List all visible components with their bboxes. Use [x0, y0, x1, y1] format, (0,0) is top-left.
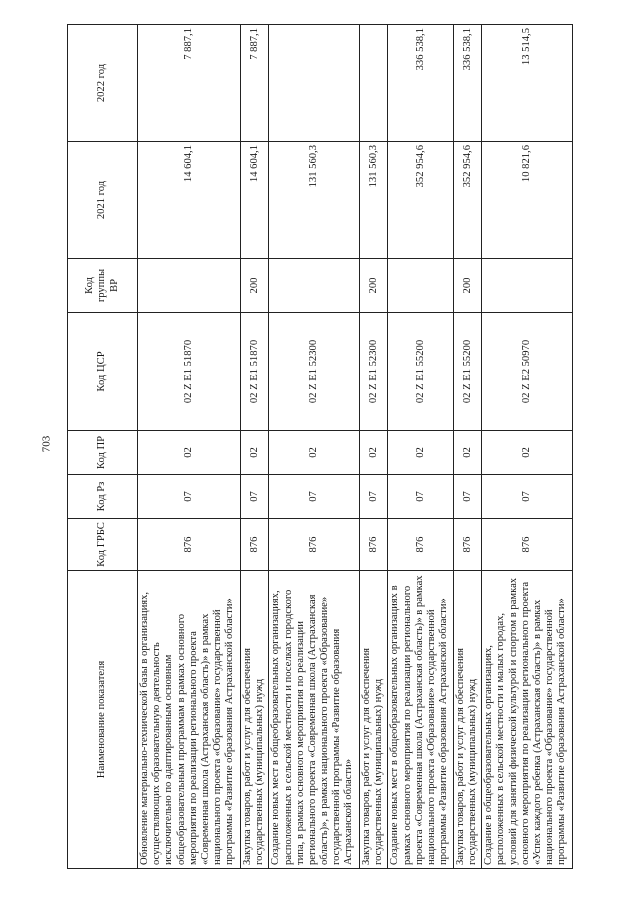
row-vr: 200	[241, 259, 269, 313]
row-grbs: 876	[360, 519, 388, 571]
table-row	[241, 25, 269, 869]
row-vr: 200	[360, 259, 388, 313]
row-pr: 02	[241, 431, 269, 475]
row-rz: 07	[482, 475, 573, 519]
row-vr	[138, 259, 241, 313]
row-grbs: 876	[388, 519, 454, 571]
row-2021: 14 604,1	[241, 142, 269, 259]
row-pr: 02	[482, 431, 573, 475]
row-vr	[388, 259, 454, 313]
row-2021: 131 560,3	[269, 142, 360, 259]
row-2022: 7 887,1	[241, 25, 269, 142]
row-grbs: 876	[269, 519, 360, 571]
header-rz: Код Рз	[68, 475, 138, 519]
header-vr: Код группы ВР	[68, 259, 138, 313]
row-2021: 352 954,6	[388, 142, 454, 259]
row-grbs: 876	[241, 519, 269, 571]
header-name: Наименование показателя	[68, 571, 138, 869]
row-vr	[482, 259, 573, 313]
row-pr: 02	[269, 431, 360, 475]
row-2021: 352 954,6	[454, 142, 482, 259]
page-number: 703	[40, 435, 53, 453]
header-csr: Код ЦСР	[68, 313, 138, 431]
row-name: Создание новых мест в общеобразовательных организациях, расположенных в сельской местности и поселках городского типа, в рамках основного мероприятия по реализации регионального проекта «Современная школа (Астраханская область)», в рамках национального проекта «Образование» государственной программы «Развитие образования Астраханской области»	[269, 571, 360, 869]
row-name: Создание новых мест в общеобразовательных организациях в рамках основного мероприятия по реализации регионального проекта «Современная школа (Астраханская область)» в рамках национального проекта «Образование» государственной программы «Развитие образования Астраханской области»	[388, 571, 454, 869]
row-rz: 07	[388, 475, 454, 519]
row-csr: 02 Z E1 55200	[454, 313, 482, 431]
row-csr: 02 Z E1 51870	[138, 313, 241, 431]
header-grbs: Код ГРБС	[68, 519, 138, 571]
row-name: Закупка товаров, работ и услуг для обеспечения государственных (муниципальных) нужд	[454, 571, 482, 869]
row-rz: 07	[360, 475, 388, 519]
row-name: Создание в общеобразовательных организациях, расположенных в сельской местности и малых городах, условий для занятий физической культурой и спортом в рамках основного мероприятия по реализации регионального проекта «Успех каждого ребенка (Астраханская область)» в рамках национального проекта «Образование» государственной программы «Развитие образования Астраханской области»	[482, 571, 573, 869]
row-pr: 02	[360, 431, 388, 475]
row-rz: 07	[454, 475, 482, 519]
row-vr	[269, 259, 360, 313]
table-row	[269, 25, 360, 869]
row-2022: 7 887,1	[138, 25, 241, 142]
budget-table	[67, 24, 573, 869]
row-grbs: 876	[138, 519, 241, 571]
row-pr: 02	[454, 431, 482, 475]
row-csr: 02 Z E2 50970	[482, 313, 573, 431]
table-header-row	[68, 25, 138, 869]
row-csr: 02 Z E1 55200	[388, 313, 454, 431]
row-2022: 336 538,1	[454, 25, 482, 142]
table-row	[454, 25, 482, 869]
row-2022	[360, 25, 388, 142]
table-row	[482, 25, 573, 869]
row-csr: 02 Z E1 52300	[269, 313, 360, 431]
row-2021: 14 604,1	[138, 142, 241, 259]
header-2021: 2021 год	[68, 142, 138, 259]
row-pr: 02	[138, 431, 241, 475]
header-2022: 2022 год	[68, 25, 138, 142]
rotated-table-container	[67, 25, 573, 869]
table-row	[360, 25, 388, 869]
row-2021: 10 821,6	[482, 142, 573, 259]
row-vr: 200	[454, 259, 482, 313]
table-row	[388, 25, 454, 869]
row-rz: 07	[241, 475, 269, 519]
row-grbs: 876	[454, 519, 482, 571]
row-grbs: 876	[482, 519, 573, 571]
row-name: Закупка товаров, работ и услуг для обеспечения государственных (муниципальных) нужд	[241, 571, 269, 869]
table-row	[138, 25, 241, 869]
row-name: Обновление материально-технической базы в организациях, осуществляющих образовательную деятельность исключительно по адаптированным основным общеобразовательным программам в рамках основного мероприятия по реализации регионального проекта «Современная школа (Астраханская область)» в рамках национального проекта «Образование» государственной программы «Развитие образования Астраханской области»	[138, 571, 241, 869]
row-rz: 07	[269, 475, 360, 519]
row-2022	[269, 25, 360, 142]
row-2021: 131 560,3	[360, 142, 388, 259]
row-2022: 13 514,5	[482, 25, 573, 142]
row-rz: 07	[138, 475, 241, 519]
row-pr: 02	[388, 431, 454, 475]
row-csr: 02 Z E1 51870	[241, 313, 269, 431]
row-name: Закупка товаров, работ и услуг для обеспечения государственных (муниципальных) нужд	[360, 571, 388, 869]
header-pr: Код ПР	[68, 431, 138, 475]
row-csr: 02 Z E1 52300	[360, 313, 388, 431]
row-2022: 336 538,1	[388, 25, 454, 142]
